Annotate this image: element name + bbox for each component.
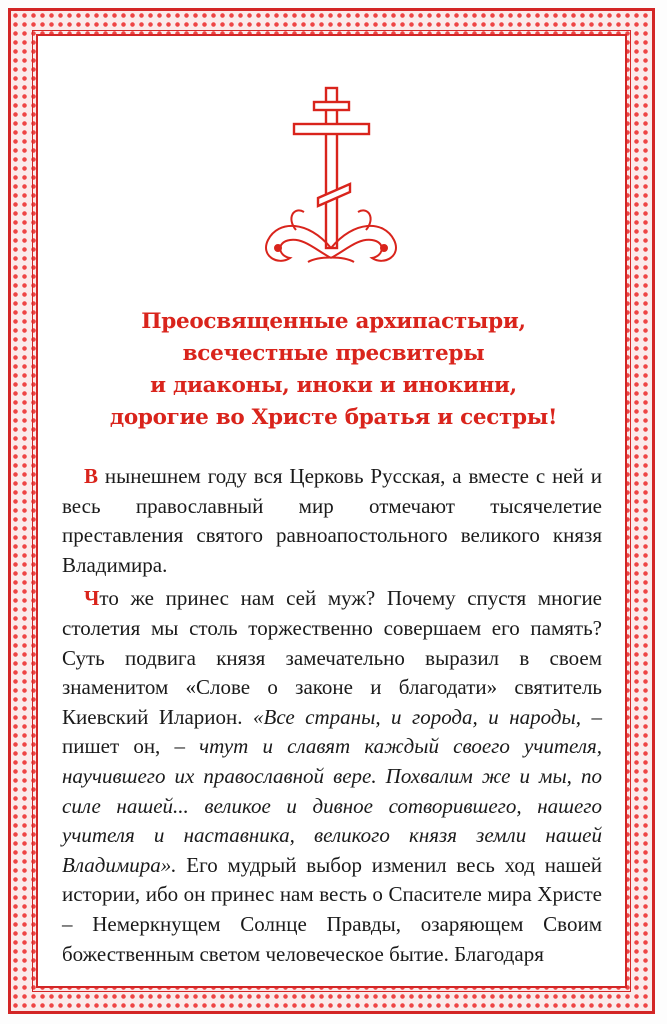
quotation: чтут и славят каждый своего учителя, научившего их православной вере. Похвалим же и мы, по силе нашей... великое и дивное сотворившего, нашего учителя и наставника, великого князя земли нашей Владимира». xyxy=(62,734,602,877)
drop-cap: Ч xyxy=(84,586,100,611)
paragraph-text: нынешнем году вся Церковь Русская, а вместе с ней и весь православный мир отмечают тысячелетие преставления святого равноапостольного великого князя Владимира. xyxy=(62,464,602,577)
greeting-line: и диаконы, иноки и инокини, xyxy=(150,373,517,398)
drop-cap: В xyxy=(84,464,99,488)
greeting-line: всечестные пресвитеры xyxy=(182,341,485,366)
paragraph-text: то же принес нам сей муж? Почему спустя многие столетия мы столь торжественно совершаем его память? Суть подвига князя замечательно выразил в своем знаменитом «Слове о законе и благодати» святитель Киевский Иларион. xyxy=(62,586,602,729)
quote-attribution: – пишет он, – xyxy=(62,704,602,759)
greeting-heading xyxy=(60,306,607,434)
greeting-line: Преосвященные архипастыри, xyxy=(141,309,526,334)
greeting-line: дорогие во Христе братья и сестры! xyxy=(109,405,558,430)
paragraph-2 xyxy=(62,584,602,969)
letter-body xyxy=(62,462,602,973)
quotation: «Все страны, и города, и народы, xyxy=(253,704,582,729)
paragraph-1 xyxy=(62,462,602,580)
paragraph-text: Его мудрый выбор изменил весь ход нашей истории, ибо он принес нам весть о Спасителе мира Христе – Немеркнущем Солнце Правды, озаряющем Своим божественным светом человеческое бытие. Благодаря xyxy=(62,852,602,966)
orthodox-cross-icon xyxy=(238,80,428,270)
